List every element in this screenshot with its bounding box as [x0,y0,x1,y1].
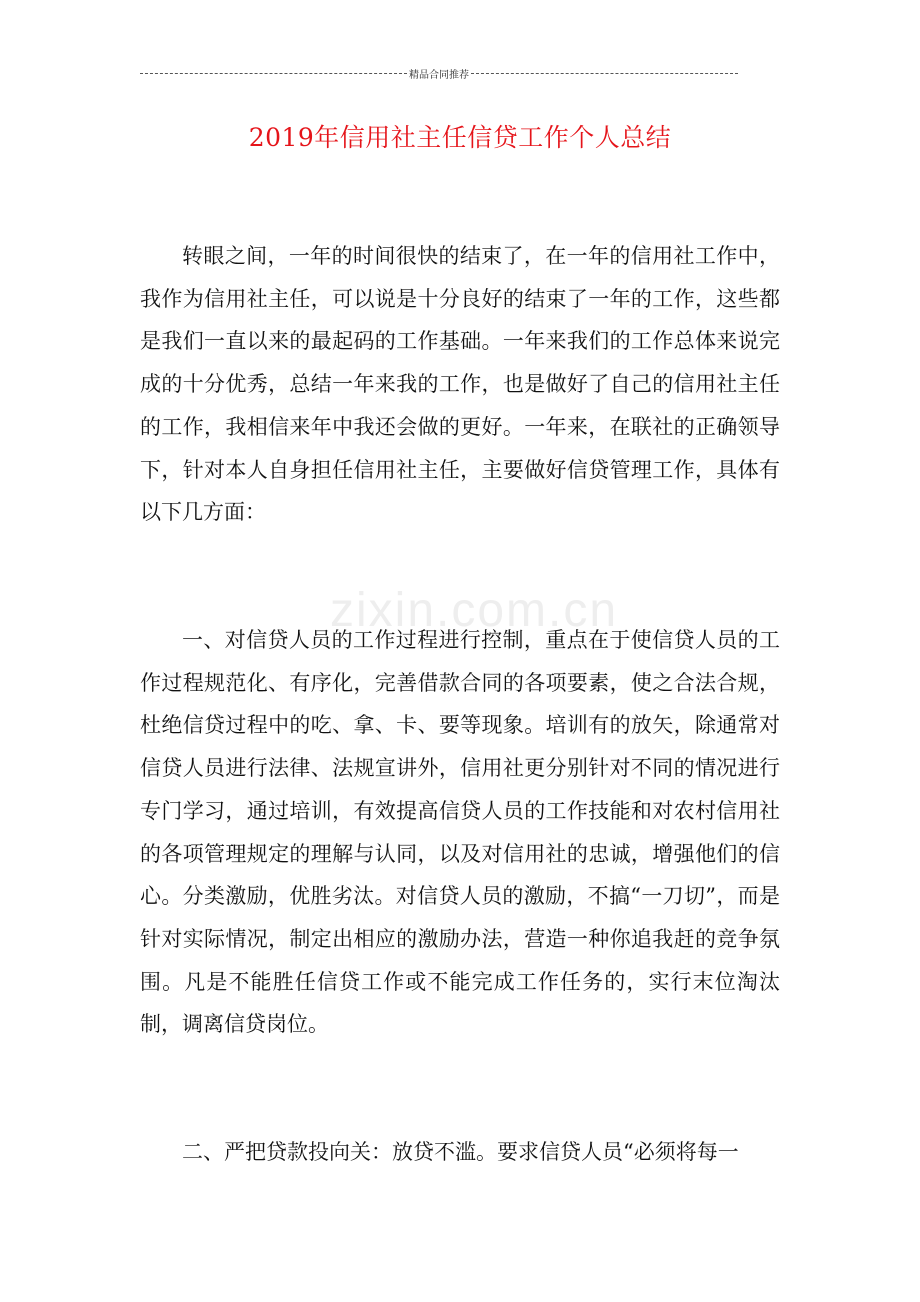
header-dash-left [140,73,407,74]
paragraph-intro: 转眼之间，一年的时间很快的结束了，在一年的信用社工作中，我作为信用社主任，可以说是十分良好的结束了一年的工作，这些都是我们一直以来的最起码的工作基础。一年来我们的工作总体来说完成的十分优秀，总结一年来我的工作，也是做好了自己的信用社主任的工作，我相信来年中我还会做的更好。一年来，在联社的正确领导下，针对本人自身担任信用社主任，主要做好信贷管理工作，具体有以下几方面： [140,244,780,525]
header-dash-right [471,73,738,74]
paragraph-section-2: 二、严把贷款投向关：放贷不滥。要求信贷人员“必须将每一 [182,1140,739,1164]
paragraph-section-1: 一、对信贷人员的工作过程进行控制，重点在于使信贷人员的工作过程规范化、有序化，完善借款合同的各项要素，使之合法合规，杜绝信贷过程中的吃、拿、卡、要等现象。培训有的放矢，除通常对信贷人员进行法律、法规宣讲外，信用社更分别针对不同的情况进行专门学习，通过培训，有效提高信贷人员的工作技能和对农村信用社的各项管理规定的理解与认同，以及对信用社的忠诚，增强他们的信心。分类激励，优胜劣汰。对信贷人员的激励，不搞“一刀切”，而是针对实际情况，制定出相应的激励办法，营造一种你追我赶的竞争氛围。凡是不能胜任信贷工作或不能完成工作任务的，实行末位淘汰制，调离信贷岗位。 [140,628,780,1037]
watermark: zixin.com.cn [330,584,619,637]
page-header [140,66,738,80]
document-title: 2019年信用社主任信贷工作个人总结 [248,123,672,152]
header-label: 精品合同推荐 [409,69,469,81]
